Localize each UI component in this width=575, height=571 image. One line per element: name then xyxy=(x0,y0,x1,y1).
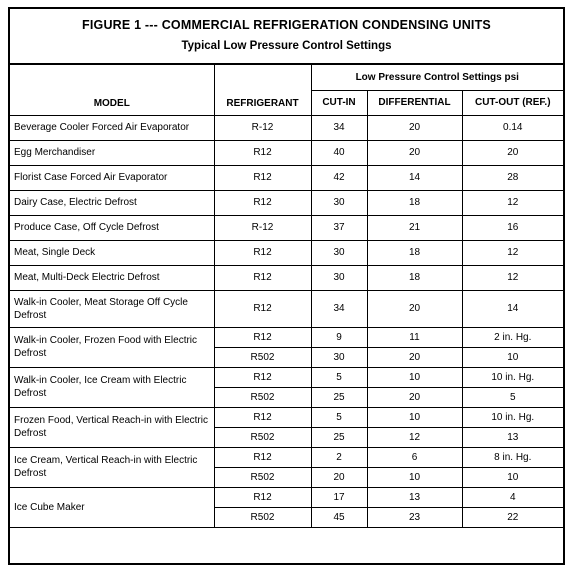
differential-cell: 20 xyxy=(367,115,462,140)
refrigerant-cell: R12 xyxy=(214,407,311,427)
cut-in-cell: 30 xyxy=(311,265,367,290)
model-cell: Walk-in Cooler, Frozen Food with Electric Defrost xyxy=(10,327,214,367)
differential-cell: 20 xyxy=(367,290,462,327)
refrigerant-cell: R12 xyxy=(214,327,311,347)
cut-out-cell: 10 xyxy=(462,467,563,487)
cut-in-cell: 30 xyxy=(311,240,367,265)
header-group-pressure: Low Pressure Control Settings psi xyxy=(311,65,563,90)
cut-in-cell: 5 xyxy=(311,367,367,387)
cut-in-cell: 5 xyxy=(311,407,367,427)
refrigerant-cell: R12 xyxy=(214,165,311,190)
table-row xyxy=(10,407,563,427)
refrigerant-cell: R12 xyxy=(214,487,311,507)
cut-in-cell: 34 xyxy=(311,115,367,140)
settings-table-body xyxy=(10,115,563,527)
refrigerant-cell: R502 xyxy=(214,507,311,527)
cut-in-cell: 30 xyxy=(311,190,367,215)
table-row xyxy=(10,190,563,215)
model-cell: Walk-in Cooler, Ice Cream with Electric Defrost xyxy=(10,367,214,407)
cut-out-cell: 10 in. Hg. xyxy=(462,407,563,427)
differential-cell: 6 xyxy=(367,447,462,467)
model-cell: Produce Case, Off Cycle Defrost xyxy=(10,215,214,240)
table-row xyxy=(10,115,563,140)
model-cell: Meat, Multi-Deck Electric Defrost xyxy=(10,265,214,290)
table-row xyxy=(10,140,563,165)
header-refrigerant: REFRIGERANT xyxy=(214,65,311,115)
cut-in-cell: 25 xyxy=(311,387,367,407)
model-cell: Frozen Food, Vertical Reach-in with Electric Defrost xyxy=(10,407,214,447)
figure-subtitle: Typical Low Pressure Control Settings xyxy=(181,40,392,52)
header-model: MODEL xyxy=(10,65,214,115)
cut-out-cell: 14 xyxy=(462,290,563,327)
refrigerant-cell: R502 xyxy=(214,347,311,367)
cut-out-cell: 16 xyxy=(462,215,563,240)
differential-cell: 10 xyxy=(367,407,462,427)
differential-cell: 18 xyxy=(367,265,462,290)
header-cut-out: CUT-OUT (REF.) xyxy=(462,90,563,115)
cut-out-cell: 10 xyxy=(462,347,563,367)
differential-cell: 11 xyxy=(367,327,462,347)
cut-in-cell: 34 xyxy=(311,290,367,327)
model-cell: Beverage Cooler Forced Air Evaporator xyxy=(10,115,214,140)
figure-title-block xyxy=(10,9,563,65)
differential-cell: 18 xyxy=(367,190,462,215)
cut-out-cell: 5 xyxy=(462,387,563,407)
model-cell: Egg Merchandiser xyxy=(10,140,214,165)
differential-cell: 10 xyxy=(367,467,462,487)
refrigerant-cell: R502 xyxy=(214,387,311,407)
differential-cell: 12 xyxy=(367,427,462,447)
cut-in-cell: 20 xyxy=(311,467,367,487)
cut-in-cell: 40 xyxy=(311,140,367,165)
table-row xyxy=(10,265,563,290)
table-row xyxy=(10,327,563,347)
model-cell: Ice Cream, Vertical Reach-in with Electric Defrost xyxy=(10,447,214,487)
differential-cell: 23 xyxy=(367,507,462,527)
refrigerant-cell: R12 xyxy=(214,240,311,265)
refrigerant-cell: R502 xyxy=(214,427,311,447)
table-row xyxy=(10,290,563,327)
cut-out-cell: 0.14 xyxy=(462,115,563,140)
cut-out-cell: 13 xyxy=(462,427,563,447)
refrigerant-cell: R-12 xyxy=(214,215,311,240)
header-cut-in: CUT-IN xyxy=(311,90,367,115)
cut-out-cell: 22 xyxy=(462,507,563,527)
differential-cell: 20 xyxy=(367,140,462,165)
cut-in-cell: 42 xyxy=(311,165,367,190)
refrigerant-cell: R12 xyxy=(214,367,311,387)
cut-in-cell: 25 xyxy=(311,427,367,447)
model-cell: Florist Case Forced Air Evaporator xyxy=(10,165,214,190)
cut-in-cell: 45 xyxy=(311,507,367,527)
table-row xyxy=(10,240,563,265)
differential-cell: 10 xyxy=(367,367,462,387)
cut-out-cell: 8 in. Hg. xyxy=(462,447,563,467)
differential-cell: 20 xyxy=(367,347,462,367)
cut-in-cell: 30 xyxy=(311,347,367,367)
cut-out-cell: 28 xyxy=(462,165,563,190)
cut-out-cell: 2 in. Hg. xyxy=(462,327,563,347)
cut-in-cell: 37 xyxy=(311,215,367,240)
cut-in-cell: 17 xyxy=(311,487,367,507)
model-cell: Walk-in Cooler, Meat Storage Off Cycle Defrost xyxy=(10,290,214,327)
model-cell: Dairy Case, Electric Defrost xyxy=(10,190,214,215)
table-row xyxy=(10,165,563,190)
table-row xyxy=(10,487,563,507)
refrigerant-cell: R12 xyxy=(214,290,311,327)
refrigerant-cell: R12 xyxy=(214,265,311,290)
differential-cell: 13 xyxy=(367,487,462,507)
model-cell: Ice Cube Maker xyxy=(10,487,214,527)
cut-out-cell: 12 xyxy=(462,265,563,290)
header-differential: DIFFERENTIAL xyxy=(367,90,462,115)
differential-cell: 20 xyxy=(367,387,462,407)
differential-cell: 21 xyxy=(367,215,462,240)
table-row xyxy=(10,215,563,240)
model-cell: Meat, Single Deck xyxy=(10,240,214,265)
cut-out-cell: 12 xyxy=(462,190,563,215)
refrigerant-cell: R12 xyxy=(214,447,311,467)
figure-title: FIGURE 1 --- COMMERCIAL REFRIGERATION CONDENSING UNITS xyxy=(82,18,491,32)
table-row xyxy=(10,447,563,467)
cut-out-cell: 20 xyxy=(462,140,563,165)
table-row xyxy=(10,367,563,387)
refrigerant-cell: R12 xyxy=(214,140,311,165)
cut-out-cell: 10 in. Hg. xyxy=(462,367,563,387)
cut-out-cell: 4 xyxy=(462,487,563,507)
refrigerant-cell: R502 xyxy=(214,467,311,487)
differential-cell: 14 xyxy=(367,165,462,190)
settings-table xyxy=(10,65,563,528)
cut-in-cell: 9 xyxy=(311,327,367,347)
cut-in-cell: 2 xyxy=(311,447,367,467)
refrigerant-cell: R-12 xyxy=(214,115,311,140)
settings-figure xyxy=(8,7,565,565)
refrigerant-cell: R12 xyxy=(214,190,311,215)
differential-cell: 18 xyxy=(367,240,462,265)
cut-out-cell: 12 xyxy=(462,240,563,265)
